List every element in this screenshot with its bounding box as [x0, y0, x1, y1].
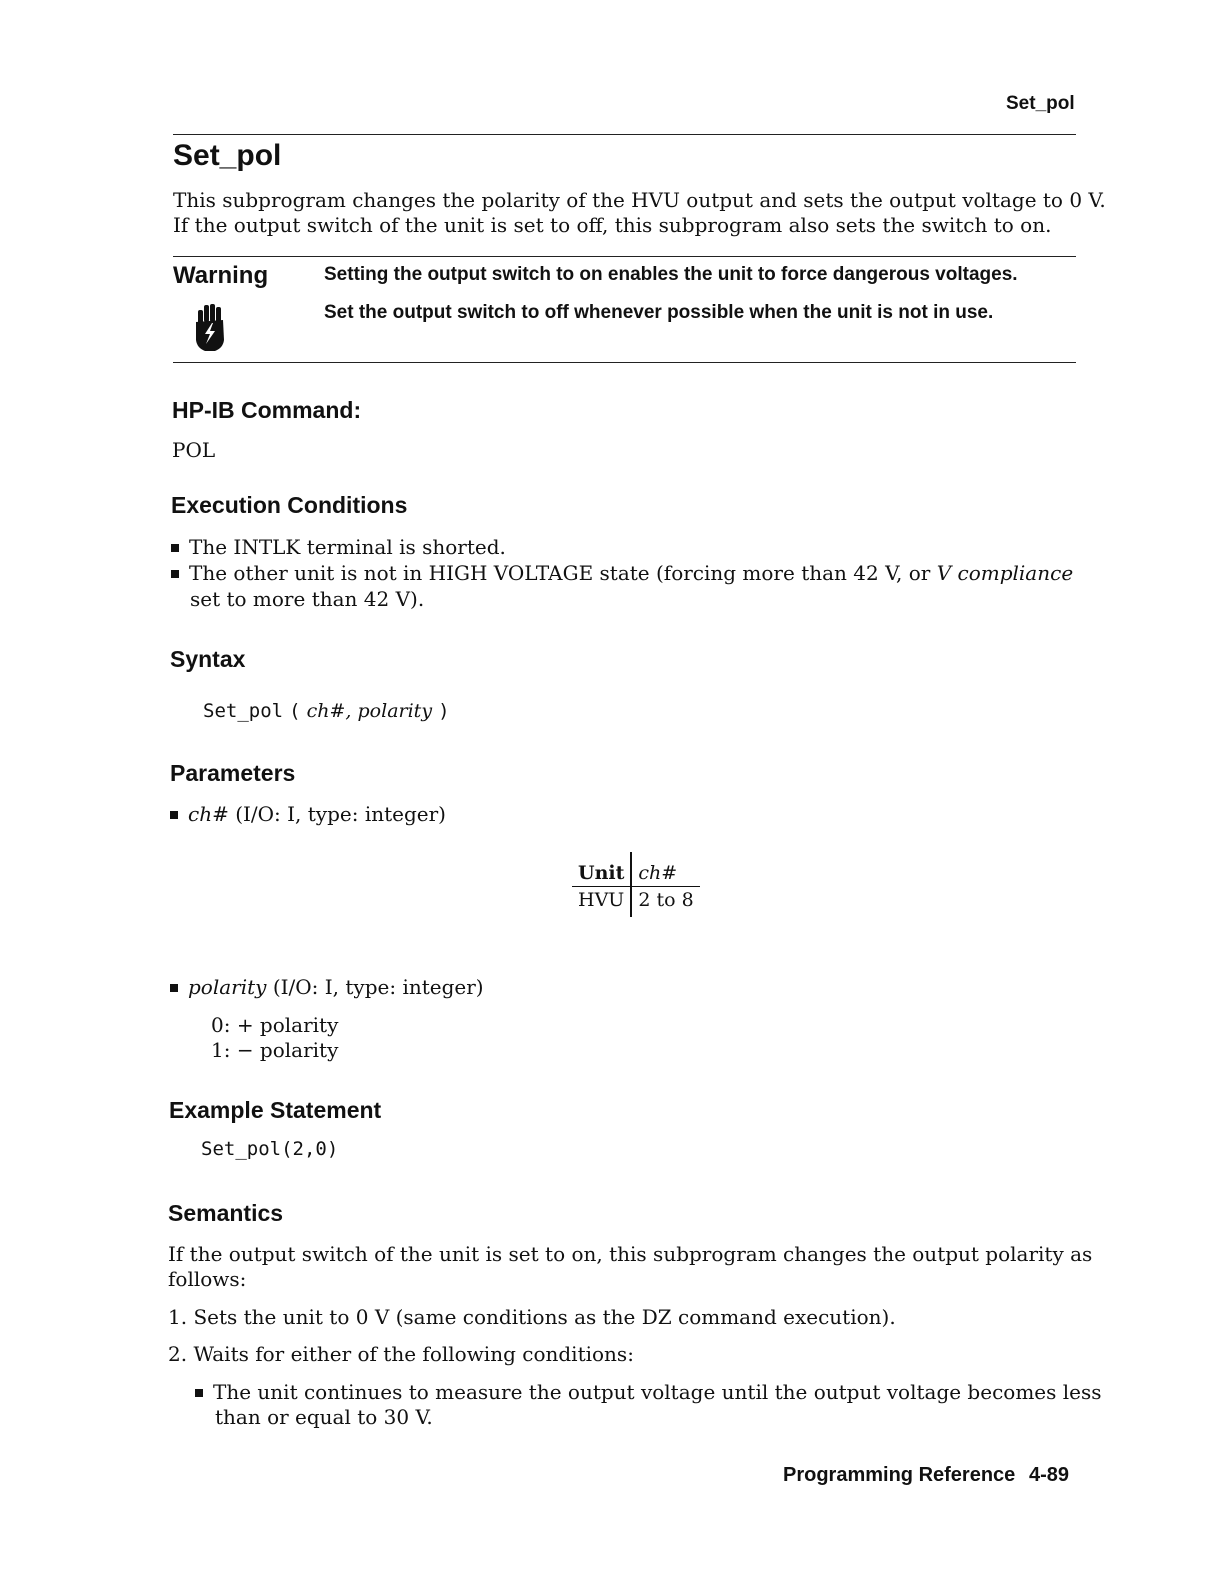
warning-line-1: Setting the output switch to on enables the unit to force dangerous voltages.: [324, 264, 1018, 285]
semantics-sub-1-text: The unit continues to measure the output voltage until the output voltage becomes less: [213, 1380, 1102, 1404]
semantics-intro-2: follows:: [168, 1267, 247, 1291]
semantics-sub-1: [195, 1379, 1102, 1405]
intro-line-2: If the output switch of the unit is set to off, this subprogram also sets the switch to on.: [173, 213, 1052, 237]
table-header-unit: Unit: [572, 852, 631, 887]
param-polarity-name: polarity: [188, 975, 267, 999]
execution-item-2-cont: set to more than 42 V).: [190, 587, 425, 611]
execution-item-2-italic: V compliance: [936, 561, 1074, 585]
warning-top-rule: [173, 256, 1076, 257]
param-ch: [170, 801, 446, 827]
bullet: [171, 570, 179, 578]
execution-heading: Execution Conditions: [171, 492, 408, 518]
intro-line-1: This subprogram changes the polarity of the HVU output and sets the output voltage to 0 V.: [173, 188, 1106, 212]
semantics-step-2: 2. Waits for either of the following conditions:: [168, 1342, 634, 1366]
semantics-heading: Semantics: [168, 1200, 284, 1226]
param-polarity: [170, 974, 484, 1000]
execution-item-2-text: The other unit is not in HIGH VOLTAGE state (forcing more than 42 V, or: [189, 561, 931, 585]
warning-bottom-rule: [173, 362, 1076, 363]
semantics-sub-1-cont: than or equal to 30 V.: [215, 1405, 433, 1429]
semantics-step-1: 1. Sets the unit to 0 V (same conditions as the DZ command execution).: [168, 1305, 896, 1329]
syntax-arg-ch: ch#,: [306, 700, 352, 722]
parameters-heading: Parameters: [170, 760, 296, 786]
hpib-heading: HP-IB Command:: [172, 397, 362, 423]
execution-item-2: [171, 560, 1073, 586]
running-header: Set_pol: [1006, 93, 1075, 114]
header-rule: [173, 134, 1076, 135]
polarity-value-0: 0: + polarity: [211, 1013, 339, 1037]
param-ch-name: ch#: [188, 802, 229, 826]
param-ch-desc: (I/O: I, type: integer): [235, 802, 446, 826]
hpib-command: POL: [172, 438, 216, 462]
polarity-value-1: 1: − polarity: [211, 1038, 339, 1062]
syntax-close: ): [438, 700, 450, 722]
footer-section: Programming Reference: [783, 1464, 1016, 1486]
warning-line-2: Set the output switch to off whenever possible when the unit is not in use.: [324, 302, 994, 323]
warning-hand-icon: [193, 302, 227, 354]
table-header-ch: ch#: [631, 852, 699, 887]
execution-item-1: [171, 534, 506, 560]
table-cell-unit: HVU: [572, 887, 631, 918]
footer-page-number: 4-89: [1029, 1464, 1070, 1486]
warning-label: Warning: [173, 262, 269, 289]
example-heading: Example Statement: [169, 1097, 382, 1123]
table-cell-ch: 2 to 8: [638, 889, 694, 911]
unit-table: [572, 852, 700, 917]
syntax-open: (: [289, 700, 301, 722]
execution-item-1-text: The INTLK terminal is shorted.: [189, 535, 506, 559]
semantics-intro-1: If the output switch of the unit is set to on, this subprogram changes the output polarity as: [168, 1242, 1093, 1266]
bullet: [170, 984, 178, 992]
param-polarity-desc: (I/O: I, type: integer): [272, 975, 484, 999]
syntax-fn: Set_pol: [203, 700, 284, 722]
syntax-line: [203, 700, 450, 722]
example-code: Set_pol(2,0): [201, 1138, 339, 1160]
bullet: [195, 1389, 203, 1397]
syntax-arg-polarity: polarity: [357, 700, 433, 722]
syntax-heading: Syntax: [170, 646, 246, 672]
page-title: Set_pol: [173, 139, 282, 172]
bullet: [171, 544, 179, 552]
bullet: [170, 811, 178, 819]
